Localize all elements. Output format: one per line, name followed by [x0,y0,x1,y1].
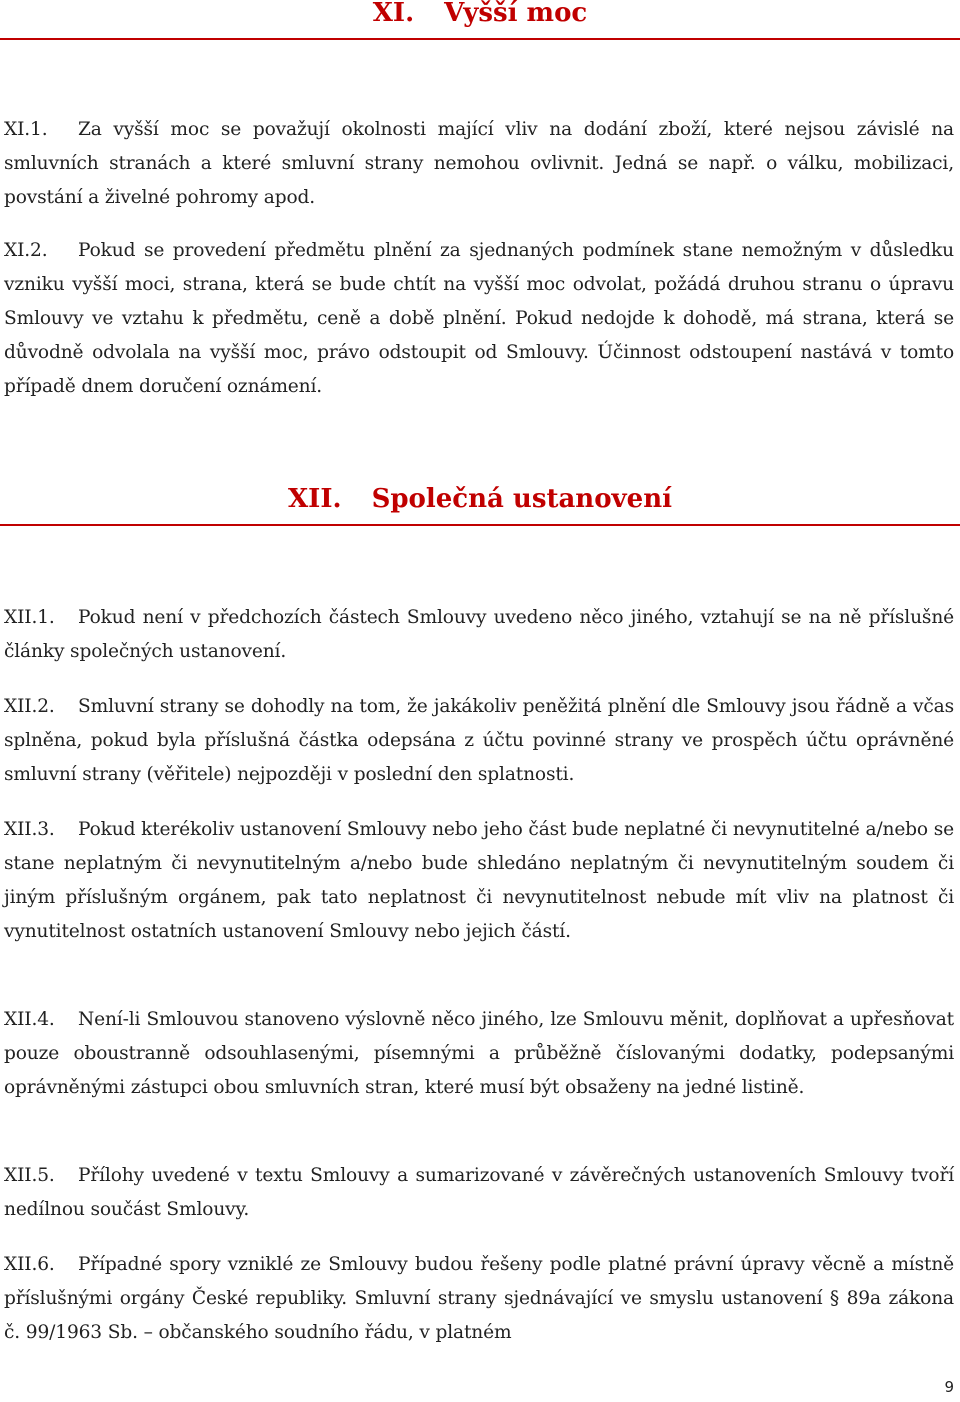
paragraph-text: Za vyšší moc se považují okolnosti mající vliv na dodání zboží, které nejsou závislé na smluvních stranách a které smluvní strany nemohou ovlivnit. Jedná se např. o válku, mobilizaci, povstání a živelné pohromy apod. [4,119,954,208]
paragraph-xii-5 [4,1159,954,1227]
paragraph-xi-2 [4,234,954,404]
page-number: 9 [944,1378,954,1396]
paragraph-number: XI.1. [4,119,48,140]
paragraph-xi-1 [4,113,954,215]
paragraph-text: Přílohy uvedené v textu Smlouvy a sumarizované v závěrečných ustanoveních Smlouvy tvoří nedílnou součást Smlouvy. [4,1165,954,1220]
paragraph-number: XII.5. [4,1165,55,1186]
paragraph-xii-6 [4,1248,954,1350]
paragraph-text: Smluvní strany se dohodly na tom, že jakákoliv peněžitá plnění dle Smlouvy jsou řádně a včas splněna, pokud byla příslušná částka odepsána z účtu povinné strany ve prospěch účtu oprávněné smluvní strany (věřitele) nejpozději v poslední den splatnosti. [4,696,954,785]
section-number: XII. [288,484,342,514]
paragraph-number: XII.2. [4,696,55,717]
paragraph-number: XII.6. [4,1254,55,1275]
paragraph-number: XII.3. [4,819,55,840]
paragraph-xii-3 [4,813,954,949]
section-number: XI. [372,0,415,28]
section-title: Vyšší moc [444,0,588,28]
paragraph-xii-2 [4,690,954,792]
paragraph-text: Pokud není v předchozích částech Smlouvy uvedeno něco jiného, vztahují se na ně příslušné články společných ustanovení. [4,607,954,662]
section-title: Společná ustanovení [371,484,672,514]
paragraph-xii-4 [4,1003,954,1105]
section-heading-xi [0,0,960,28]
paragraph-text: Případné spory vzniklé ze Smlouvy budou řešeny podle platné právní úpravy věcně a místně příslušnými orgány České republiky. Smluvní strany sjednávající ve smyslu ustanovení § 89a zákona č. 99/1963 Sb. – občanského soudního řádu, v platném [4,1254,954,1343]
paragraph-number: XII.1. [4,607,55,628]
section-heading-xii [0,484,960,514]
section-rule [0,38,960,40]
paragraph-text: Pokud kterékoliv ustanovení Smlouvy nebo jeho část bude neplatné či nevynutitelné a/nebo se stane neplatným či nevynutitelným a/nebo bude shledáno neplatným či nevynutitelným soudem či jiným příslušným orgánem, pak tato neplatnost či nevynutitelnost nebude mít vliv na platnost či vynutitelnost ostatních ustanovení Smlouvy nebo jejich částí. [4,819,954,942]
paragraph-number: XI.2. [4,240,48,261]
section-rule [0,524,960,526]
paragraph-xii-1 [4,601,954,669]
paragraph-text: Není-li Smlouvou stanoveno výslovně něco jiného, lze Smlouvu měnit, doplňovat a upřesňovat pouze oboustranně odsouhlasenými, písemnými a průběžně číslovanými dodatky, podepsanými oprávněnými zástupci obou smluvních stran, které musí být obsaženy na jedné listině. [4,1009,954,1098]
paragraph-text: Pokud se provedení předmětu plnění za sjednaných podmínek stane nemožným v důsledku vzniku vyšší moci, strana, která se bude chtít na vyšší moc odvolat, požádá druhou stranu o úpravu Smlouvy ve vztahu k předmětu, ceně a době plnění. Pokud nedojde k dohodě, má strana, která se důvodně odvolala na vyšší moc, právo odstoupit od Smlouvy. Účinnost odstoupení nastává v tomto případě dnem doručení oznámení. [4,240,954,397]
paragraph-number: XII.4. [4,1009,55,1030]
